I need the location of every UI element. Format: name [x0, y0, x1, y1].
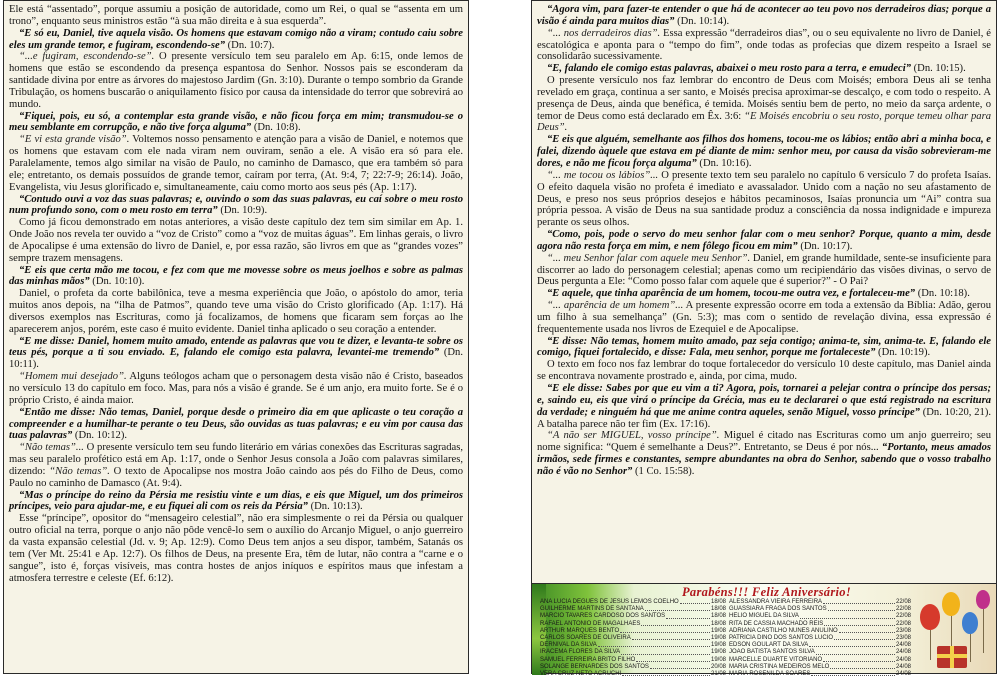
- balloon-icon: [962, 612, 978, 634]
- body-text: Alguns teólogos acham que o personagem desta visão não é Cristo, baseados no versículo 13 do capítulo em foco. Mas, para nós a visão é grande. Se é um anjo, era muito forte. Se é o próprio Cristo, é ainda maior.: [9, 371, 463, 406]
- birthday-list-item: [729, 671, 911, 678]
- verse-reference: (Dn. 10:9).: [217, 205, 268, 217]
- birthday-name: ADRIANA CASTILHO NUNES ANULINO: [729, 627, 838, 634]
- paragraph: [537, 75, 991, 134]
- birthday-list-item: [540, 664, 726, 671]
- balloon-string: [983, 609, 984, 653]
- leader-dots: [830, 664, 895, 669]
- birthday-date: 18/08: [710, 613, 726, 620]
- birthday-date: 19/08: [710, 649, 726, 656]
- birthday-list-item: [540, 649, 726, 656]
- paragraph: [9, 4, 463, 28]
- verse-text: “Mas o príncipe do reino da Pérsia me resistiu vinte e um dias, e eis que Miguel, um dos primeiros príncipes, veio para ajudar-me, e eu fiquei ali com os reis da Pérsia”: [9, 489, 463, 513]
- leader-dots: [811, 671, 895, 676]
- leader-dots: [621, 649, 710, 654]
- birthday-list-item: [540, 621, 726, 628]
- verse-reference: (Dn. 10:19).: [875, 347, 931, 359]
- paragraph: [9, 28, 463, 52]
- verse-text: “E eis que alguém, semelhante aos filhos dos homens, tocou-me os lábios; então abri a minha boca, e falei, dizendo àquele que estava em pé diante de mim: senhor meu, por causa da visão sobrevieram-me dores, e não me ficou força alguma”: [537, 134, 991, 169]
- body-text: Daniel, o profeta da corte babilônica, teve a mesma experiência que João, o apóstolo do amor, teria muitos anos depois, na “ilha de Patmos”, quando teve uma visão do Cristo glorificado (Ap. 1:17). Há diversos exemplos nas Escrituras, como já focalizamos, de homens que ficaram sem forças ao lhe aparecerem anjos, porém, este caso é muito evidente. Daniel tinha aplicado o seu coração a entender.: [9, 288, 463, 335]
- birthday-box: [531, 583, 997, 678]
- birthday-list-2: [729, 599, 911, 678]
- verse-text: “E só eu, Daniel, tive aquela visão. Os homens que estavam comigo não a viram; contudo caiu sobre eles um grande temor, e fugiram, escondendo-se”: [9, 27, 463, 51]
- balloon-icon: [942, 592, 960, 616]
- verse-text: “Fiquei, pois, eu só, a contemplar esta grande visão, e não ficou força em mim; transmudou-se o meu semblante em corrupção, e não tive força alguma”: [9, 110, 463, 134]
- birthday-name: JOAO BATISTA SANTOS SILVA: [729, 649, 815, 656]
- body-text: A presente expressão ocorre em toda a extensão da Bíblia: Adão, gerou um filho à sua semelhança” (Gn. 5:3); mas com o sentido de revelação divina, essa expressão é frequentemente usada nos livros de Ezequiel e de Apocalipse.: [537, 300, 991, 335]
- leader-dots: [632, 635, 710, 640]
- birthday-name: DERNIVAL DA SILVA: [540, 642, 597, 649]
- balloon-string: [970, 634, 971, 662]
- birthday-list-1: [540, 599, 726, 678]
- leader-dots: [622, 671, 710, 676]
- body-text: O presente versículo nos faz lembrar do encontro de Deus com Moisés; embora Deus ali se tenha revelado em graça, continua a ser santo, e Moisés precisa aproximar-se descalço, e com todo o respeito. A presença de Deus, ainda que benéfica, é temida. Moisés sentiu bem de perto, no meio da sarça ardente, o temor de Deus como está declarado em Êx. 3:6:: [537, 75, 991, 122]
- body-text: Como já ficou demonstrado em notas anteriores, a visão deste capítulo dez tem sim similar em Ap. 1. Onde João nos revela ter ouvido a “voz de Cristo” como a “voz de muitas águas”. Em linhas gerais, o livro de Apocalipse é uma extensão do livro de Daniel, e, por essa razão, são livros em que as “grandes vozes” sempre trazem mensagens.: [9, 217, 463, 264]
- quoted-phrase: “... nos derradeiros dias”.: [547, 27, 661, 39]
- birthday-date: 22/08: [895, 613, 911, 620]
- birthday-name: PATRICIA DINO DOS SANTOS LUCIO: [729, 635, 834, 642]
- birthday-name: MARCIO TAVARES CARDOSO DOS SANTOS: [540, 613, 666, 620]
- verse-reference: (Dn. 10:8).: [251, 122, 301, 134]
- birthday-list-item: [540, 613, 726, 620]
- leader-dots: [823, 657, 895, 662]
- quoted-phrase: “Não temas”...: [19, 442, 84, 454]
- paragraph: [9, 407, 463, 443]
- birthday-list-item: [729, 621, 911, 628]
- birthday-date: 24/08: [895, 671, 911, 678]
- paragraph: [537, 430, 991, 477]
- birthday-date: 19/08: [710, 642, 726, 649]
- birthday-date: 19/08: [710, 627, 726, 634]
- verse-reference: (Dn. 10:15).: [911, 63, 966, 75]
- birthday-name: RAFAEL ANTONIO DE MAGALHAES: [540, 620, 641, 627]
- body-text: O texto em foco nos faz lembrar do toque fortalecedor do versículo 10 deste capítulo, mas Daniel ainda se encontrava novamente prostrado e, ainda, por cima, mudo.: [537, 359, 991, 383]
- birthday-list-item: [729, 635, 911, 642]
- birthday-name: MARCELLE DUARTE VITORIANO: [729, 656, 823, 663]
- birthday-title: Parabéns!!! Feliz Aniversário!: [682, 585, 851, 599]
- birthday-date: 22/08: [895, 620, 911, 627]
- body-text: Miguel é citado nas Escrituras como um anjo guerreiro; seu nome significa: “Quem é semelhante a Deus?”. Entretanto, se Deus é por nós...: [537, 430, 991, 454]
- verse-text: “Contudo ouvi a voz das suas palavras; e, ouvindo o som das suas palavras, eu caí sobre o meu rosto num profundo sono, com o meu rosto em terra”: [9, 193, 463, 217]
- paragraph: [9, 371, 463, 407]
- birthday-name: SOLANGE BERNARDES DOS SANTOS: [540, 663, 649, 670]
- birthday-date: 22/08: [895, 599, 911, 605]
- birthday-date: 19/08: [710, 635, 726, 642]
- paragraph: [9, 194, 463, 218]
- quoted-phrase: “... meu Senhor falar com aquele meu Senhor”.: [547, 252, 751, 264]
- paragraph: [9, 288, 463, 335]
- body-text: O presente versículo tem seu fundo literário em várias conexões das Escrituras sagradas, mas seu paralelo profético está em Ap. 1:17, onde o Senhor Jesus consola a João com palavras similares, dizendo:: [9, 442, 463, 477]
- birthday-list-item: [540, 671, 726, 678]
- leader-dots: [666, 613, 710, 618]
- paragraph: [9, 111, 463, 135]
- leader-dots: [839, 628, 895, 633]
- paragraph: [537, 63, 991, 75]
- birthday-date: 24/08: [895, 642, 911, 649]
- birthday-date: 23/08: [895, 635, 911, 642]
- birthday-name: CARLOS SOARES DE OLIVEIRA: [540, 635, 631, 642]
- birthday-list-item: [729, 628, 911, 635]
- leader-dots: [816, 649, 895, 654]
- body-text: Voltemos nosso pensamento e atenção para a visão de Daniel, e notemos que os homens que estavam com ele nada viram nem ouviram, senão a ele. A visão era só para ele. Paralelamente, temos algo similar na visão de Paulo, no caminho de Damasco, que era também só para ele; entretanto, os demais possuídos de grande temor, caíram por terra, (At. 9:4, 7; 22:7-9; 26:14). João, Evangelista, viu Jesus glorificado e, simultaneamente, caiu como morto aos seus pés (Ap. 1:17).: [9, 134, 463, 193]
- birthday-list-item: [729, 599, 911, 606]
- leader-dots: [828, 606, 895, 611]
- leader-dots: [834, 635, 895, 640]
- leader-dots: [809, 642, 895, 647]
- body-text: Essa expressão “derradeiros dias”, ou o seu equivalente no livro de Daniel, é escatológica e aponta para o “tempo do fim”, onde todas as profecias que dizem respeito a Israel se consolidarão sucessivamente.: [537, 27, 991, 63]
- paragraph: [9, 51, 463, 110]
- verse-text: “Então me disse: Não temas, Daniel, porque desde o primeiro dia em que aplicaste o teu coração a compreender e a humilhar-te perante o teu Deus, são ouvidas as tuas palavras; e eu vim por causa das tuas palavras”: [9, 406, 463, 442]
- birthday-date: 18/08: [710, 599, 726, 605]
- paragraph: [9, 217, 463, 264]
- birthday-date: 23/08: [895, 627, 911, 634]
- paragraph: [537, 28, 991, 64]
- body-text: O presente versículo tem seu paralelo em Ap. 6:15, onde lemos de homens que estão se escondendo da presença espantosa do Senhor. Nossos pais se esconderam da santidade divina por entre as árvores do majestoso Jardim (Gn. 3:10). Durante o tempo sombrio da Grande Tribulação, os homens buscarão o aniquilamento físico por causa da intensidade do terror que sobrevirá ao mundo.: [9, 51, 463, 110]
- verse-text: “Portanto, meus amados irmãos, sede firmes e constantes, sempre abundantes na obra do Senhor, sabendo que o vosso trabalho não é vão no Senhor”: [537, 442, 992, 477]
- leader-dots: [824, 621, 895, 626]
- verse-text: “E aquele, que tinha aparência de um homem, tocou-me outra vez, e fortaleceu-me”: [547, 288, 916, 300]
- paragraph: [9, 265, 463, 289]
- quoted-phrase: “Não temas”.: [49, 465, 110, 477]
- birthday-date: 22/08: [895, 606, 911, 613]
- paragraph: [9, 513, 463, 584]
- birthday-name: SAMUEL FERREIRA BRITO FILHO: [540, 656, 636, 663]
- verse-text: “E me disse: Daniel, homem muito amado, entende as palavras que vou te dizer, e levanta-te sobre os teus pés, porque a ti sou enviado. E, falando ele comigo esta palavra, levantei-me tremendo”: [9, 335, 463, 359]
- quoted-phrase: “... aparência de um homem”...: [547, 300, 684, 312]
- birthday-name: ALESSANDRA VIEIRA FERREIRA: [729, 599, 823, 605]
- birthday-name: RITA DE CASSIA MACHADO REIS: [729, 620, 824, 627]
- verse-reference: (Dn. 10:11).: [9, 347, 463, 371]
- right-column: [531, 0, 997, 674]
- paragraph: [537, 300, 991, 336]
- leader-dots: [823, 599, 895, 604]
- verse-reference: (Dn. 10:13).: [307, 501, 363, 513]
- leader-dots: [598, 642, 710, 647]
- body-text: Daniel, em grande humildade, sente-se insuficiente para discorrer ao lado do personagem celestial; apenas como um recipiendário das visões divinas, o servo de Deus pergunta a Ele: “Como posso falar com aquele que é superior?” - O Pai?: [537, 252, 991, 288]
- paragraph: [9, 336, 463, 372]
- paragraph: [537, 229, 991, 253]
- birthday-name: VERA CRUZ NETO ACRUCHI: [540, 671, 622, 678]
- verse-reference: (Dn. 10:7).: [225, 39, 275, 51]
- birthday-list-item: [729, 642, 911, 649]
- birthday-date: 20/08: [710, 663, 726, 670]
- quoted-phrase: “...e fugiram, escondendo-se”.: [19, 51, 155, 63]
- leader-dots: [636, 657, 710, 662]
- paragraph: [537, 4, 991, 28]
- birthday-date: 21/08: [710, 671, 726, 678]
- body-text: O presente texto tem seu paralelo no capítulo 6 versículo 7 do profeta Isaías. O efeito daquela visão no profeta é imediato e avassalador. Unido com a nação no seu afastamento de Deus, e preso nos seus próprios desejos e hábitos pecaminosos, Isaías pronuncia um “Ai” contra sua própria pessoa. A visão de Deus na sua santidade produz a consciência da nossa indignidade e impureza perante os seus olhos.: [537, 169, 991, 229]
- birthday-list-item: [540, 642, 726, 649]
- birthday-date: 18/08: [710, 606, 726, 613]
- paragraph: [9, 442, 463, 489]
- birthday-list-item: [729, 649, 911, 656]
- verse-reference: (Dn. 10:10).: [89, 276, 145, 288]
- leader-dots: [800, 613, 895, 618]
- paragraph: [537, 359, 991, 383]
- birthday-name: IRACEMA FLORES DA SILVA: [540, 649, 621, 656]
- birthday-date: 18/08: [710, 620, 726, 627]
- birthday-list-item: [540, 628, 726, 635]
- birthday-list-item: [540, 599, 726, 606]
- verse-text: “Como, pois, pode o servo do meu senhor falar com o meu senhor? Porque, quanto a mim, desde agora não resta força em mim, e nem fôlego ficou em mim”: [537, 229, 991, 252]
- verse-reference: (Dn. 10:18).: [915, 288, 970, 300]
- birthday-date: 19/08: [710, 656, 726, 663]
- birthday-list-item: [540, 657, 726, 664]
- verse-reference: (Dn. 10:14).: [674, 15, 730, 27]
- leader-dots: [680, 599, 710, 604]
- birthday-list-item: [729, 664, 911, 671]
- paragraph: [537, 134, 991, 170]
- leader-dots: [620, 628, 710, 633]
- birthday-name: EDSON GOULART DA SILVA: [729, 642, 809, 649]
- birthday-list-item: [729, 613, 911, 620]
- verse-reference: (Dn. 10:16).: [696, 157, 752, 169]
- paragraph: [537, 253, 991, 289]
- quoted-phrase: “Homem mui desejado”.: [19, 371, 127, 383]
- leader-dots: [645, 606, 710, 611]
- gift-ribbon: [937, 654, 967, 658]
- birthday-name: ANA LUCIA DEGUES DE JESUS LEMOS COELHO: [540, 599, 679, 605]
- leader-dots: [650, 664, 710, 669]
- birthday-name: HELIO MIGUEL DA SILVA: [729, 613, 799, 620]
- birthday-list-item: [540, 635, 726, 642]
- balloon-string: [930, 630, 931, 660]
- paragraph: [537, 288, 991, 300]
- verse-reference: (1 Co. 15:58).: [632, 465, 695, 477]
- paragraph: [537, 170, 991, 229]
- verse-text: “E, falando ele comigo estas palavras, abaixei o meu rosto para a terra, e emudeci”: [547, 63, 911, 75]
- body-text: Ele está “assentado”, porque assumiu a posição de autoridade, como um Rei, o qual se “assenta em um trono”, enquanto seus ministros estão “à sua mão direita e à sua esquerda”.: [9, 4, 463, 27]
- birthday-list-item: [729, 657, 911, 664]
- birthday-date: 24/08: [895, 649, 911, 656]
- birthday-name: MARIA CRISTINA MEDEIROS MELO: [729, 663, 830, 670]
- paragraph: [9, 490, 463, 514]
- verse-text: “Agora vim, para fazer-te entender o que há de acontecer ao teu povo nos derradeiros dias; porque a visão é ainda para muitos dias”: [537, 4, 991, 27]
- quoted-phrase: “E vi esta grande visão”.: [19, 134, 130, 146]
- birthday-date: 24/08: [895, 656, 911, 663]
- balloon-icon: [976, 590, 990, 609]
- birthday-name: GUILHERME MARTINS DE SANTANA: [540, 606, 644, 613]
- birthday-name: ARTHUR MARQUES BENTO: [540, 627, 620, 634]
- leader-dots: [641, 621, 710, 626]
- left-column: [3, 0, 469, 674]
- birthday-list-item: [729, 606, 911, 613]
- verse-reference: (Dn. 10:12).: [72, 430, 128, 442]
- verse-reference: (Dn. 10:17).: [797, 240, 853, 252]
- quoted-phrase: “... me tocou os lábios”...: [547, 169, 659, 181]
- verse-text: “E eis que certa mão me tocou, e fez com que me movesse sobre os meus joelhos e sobre as palmas das minhas mãos”: [9, 264, 463, 288]
- body-text: O texto de Apocalipse nos mostra João caindo aos pés do Filho de Deus, como Paulo no caminho de Damasco (At. 9:4).: [9, 465, 463, 489]
- verse-text: “E disse: Não temas, homem muito amado, paz seja contigo; anima-te, sim, anima-te. E, falando ele comigo, fiquei fortalecido, e disse: Fala, meu senhor, porque me fortaleceste”: [537, 335, 991, 359]
- paragraph: [9, 134, 463, 193]
- birthday-date: 24/08: [895, 663, 911, 670]
- quoted-phrase: “A não ser MIGUEL, vosso príncipe”.: [547, 430, 720, 442]
- balloon-icon: [920, 604, 940, 630]
- body-text: Esse “príncipe”, opositor do “mensageiro celestial”, não era simplesmente o rei da Pérsia ou qualquer outro oficial na terra, porque o anjo não pôde vencê-lo sem o auxílio do Arcanjo Miguel, o anjo guerreiro da vasta expansão celestial (Jd. v. 9; Ap. 12:9). Como Deus tem anjos a seu dispor, também, Satanás os tem (Ver Mt. 25:41 e Ap. 12:7). Os filhos de Deus, na presente Era, têm de lutar, não contra a “carne e o sangue”, isto é, forças visíveis, mas contra hostes de anjos iníquos e espíritos maus que infestam a atmosfera terrestre e celeste (Ef. 6:12).: [9, 513, 463, 584]
- verse-text: “E ele disse: Sabes por que eu vim a ti? Agora, pois, tornarei a pelejar contra o príncipe dos persas; e, saindo eu, eis que virá o príncipe da Grécia, mas eu te declararei o que está registrado na escritura da verdade; e ninguém há que me anime contra aqueles, senão Miguel, vosso príncipe”: [537, 383, 991, 418]
- birthday-list-item: [540, 606, 726, 613]
- paragraph: [537, 336, 991, 360]
- quoted-phrase: “E Moisés encobriu o seu rosto, porque temeu olhar para Deus”.: [537, 110, 991, 134]
- paragraph: [537, 383, 991, 430]
- verse-reference: (Dn. 10:20, 21). A batalha parece não ter fim (Ex. 17:16).: [537, 406, 992, 430]
- birthday-name: GUASSIARA FRAGA DOS SANTOS: [729, 606, 827, 613]
- birthday-name: MARIA ROSENILDA SOARES: [729, 671, 811, 678]
